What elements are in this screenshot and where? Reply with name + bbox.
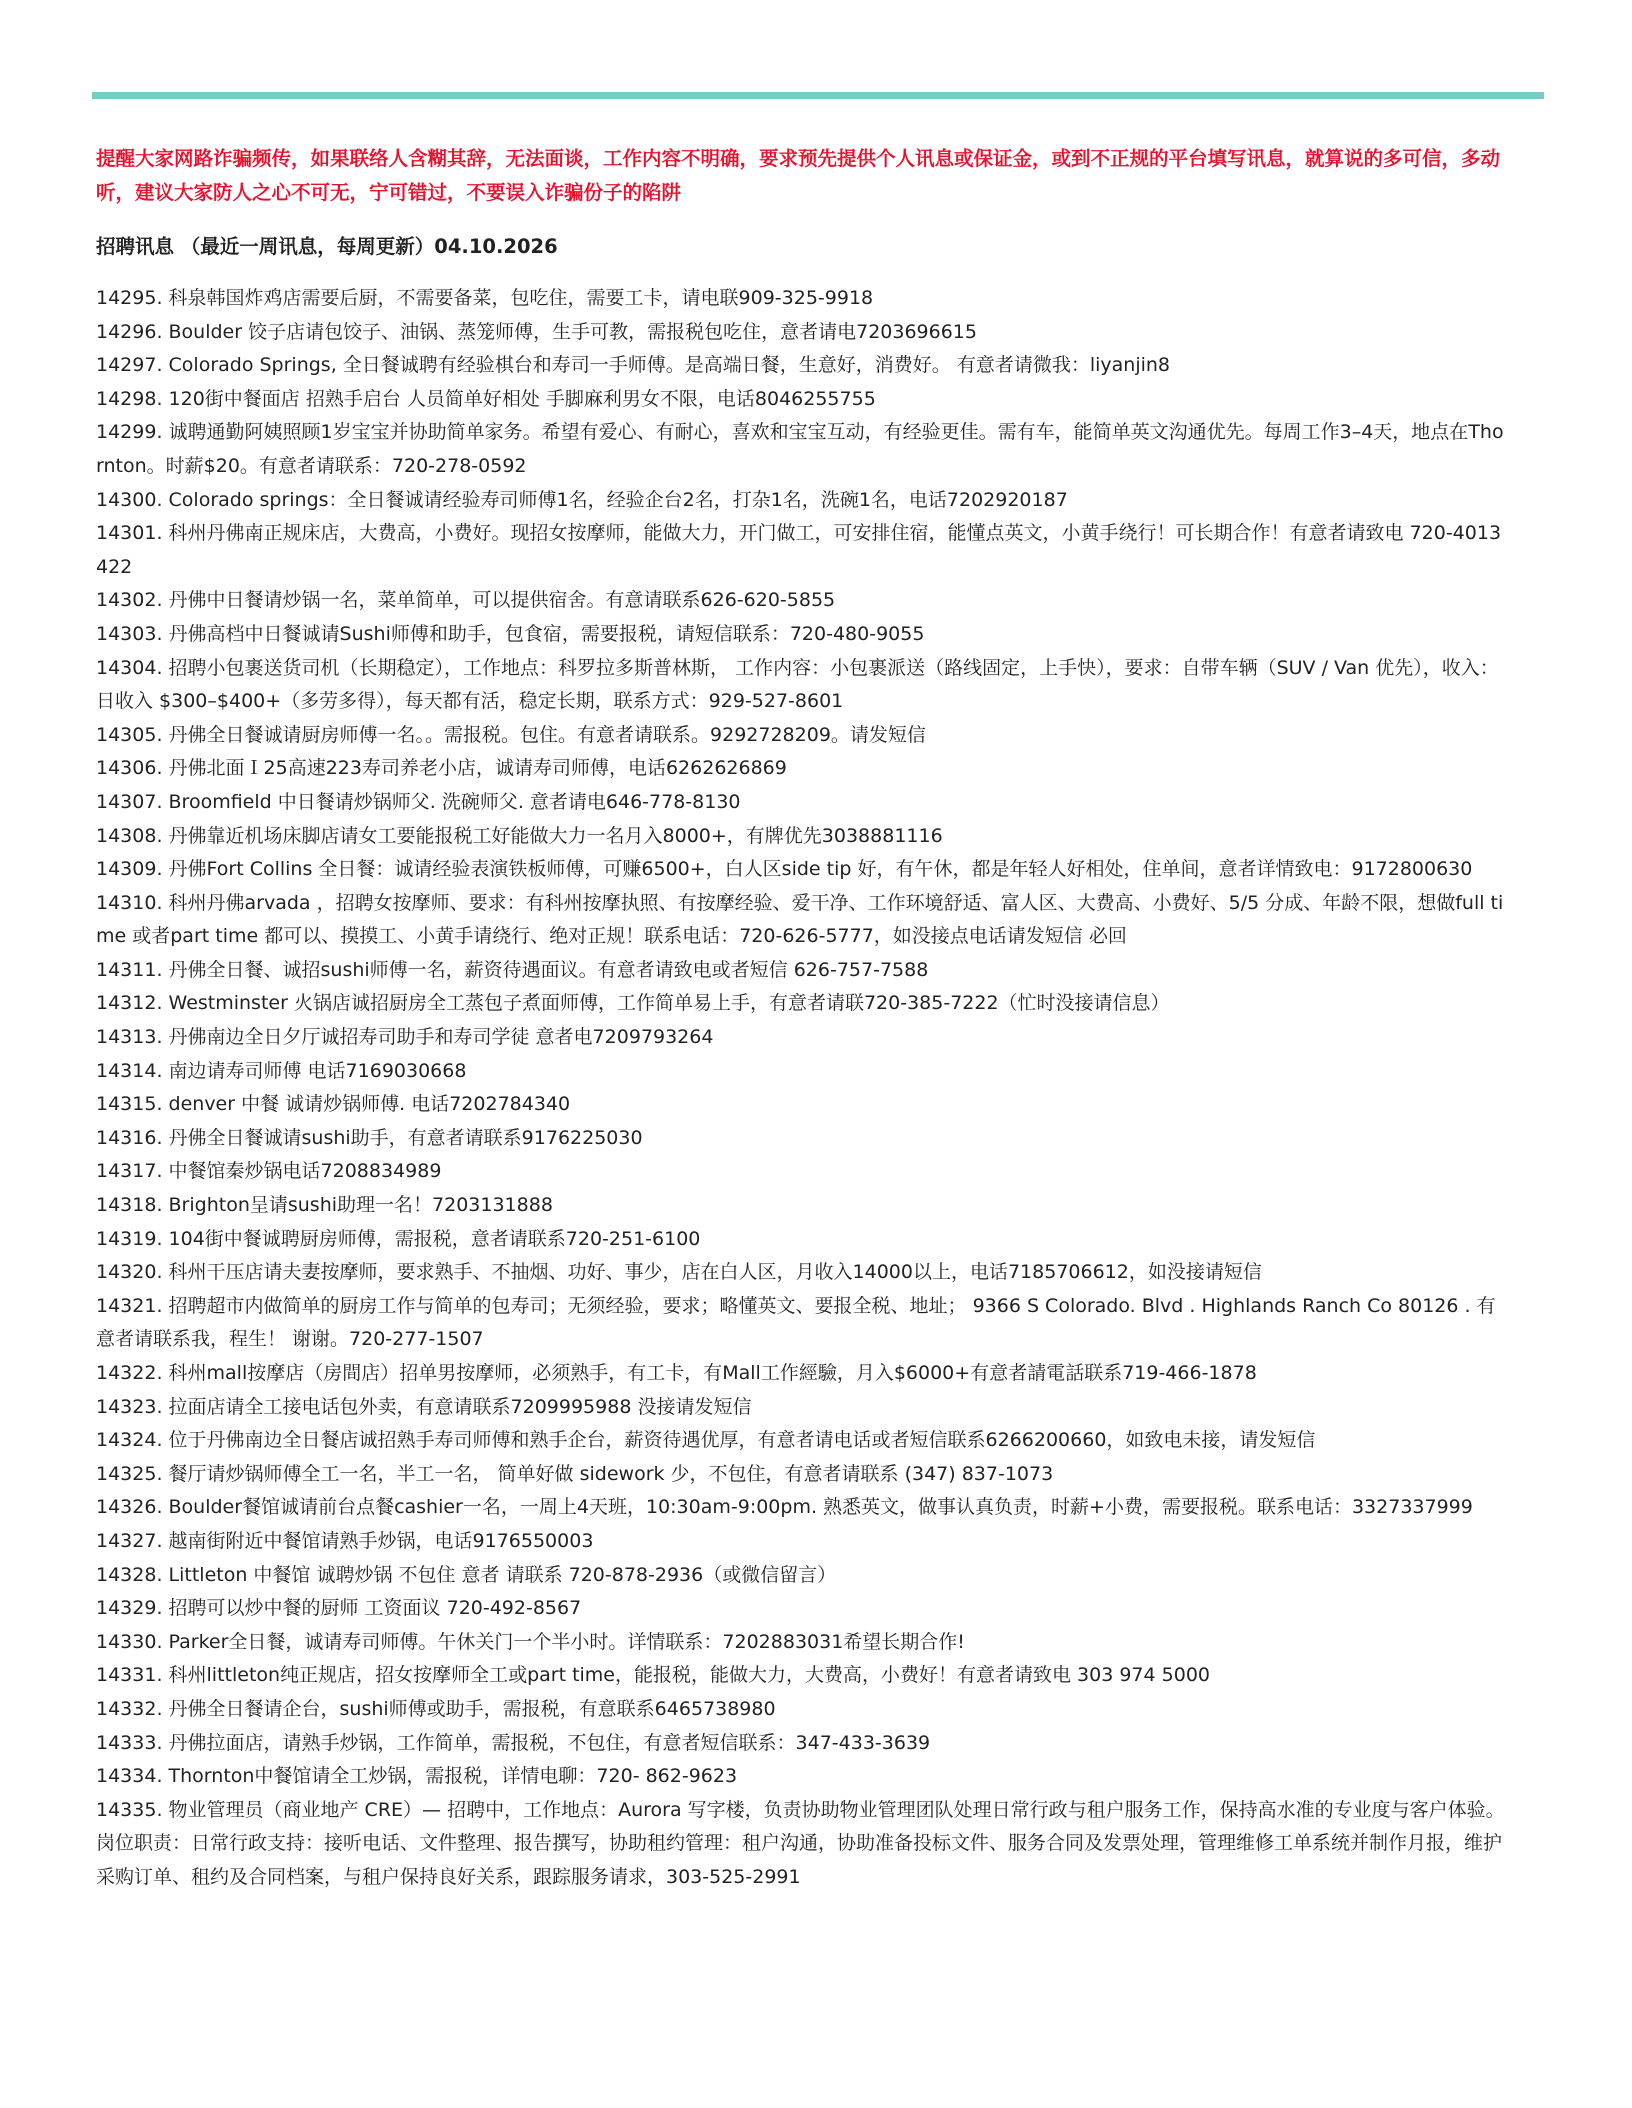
job-listing-item: 14333. 丹佛拉面店，请熟手炒锅，工作简单，需报税，不包住，有意者短信联系：347-433-3639 [96, 1731, 931, 1754]
job-listing-item: 14296. Boulder 饺子店请包饺子、油锅、蒸笼师傅，生手可教，需报税包吃住，意者请电7203696615 [96, 320, 977, 343]
job-listing-item: 14301. 科州丹佛南正规床店，大费高，小费好。现招女按摩师，能做大力，开门做工，可安排住宿，能懂点英文，小黄手绕行！可长期合作！有意者请致电 720-4013422 [96, 522, 1502, 578]
job-listing-item: 14315. denver 中餐 诚请炒锅师傅. 电话7202784340 [96, 1093, 571, 1116]
job-listing-item: 14324. 位于丹佛南边全日餐店诚招熟手寿司师傅和熟手企台，薪资待遇优厚，有意者请电话或者短信联系6266200660，如致电未接，请发短信 [96, 1429, 1316, 1452]
job-listing-item: 14297. Colorado Springs, 全日餐诚聘有经验棋台和寿司一手师傅。是高端日餐，生意好，消费好。 有意者请微我：liyanjin8 [96, 354, 1171, 377]
job-listing-item: 14304. 招聘小包裹送货司机（长期稳定），工作地点：科罗拉多斯普林斯， 工作内容：小包裹派送（路线固定，上手快），要求：自带车辆（SUV / Van 优先），收入：日收入 $300–$400+（多劳多得），每天都有活，稳定长期，联系方式：929-527-8601 [96, 656, 1499, 713]
job-listing-item: 14306. 丹佛北面Ｉ25高速223寿司养老小店，诚请寿司师傅，电话6262626869 [96, 757, 787, 780]
job-listing-item: 14303. 丹佛高档中日餐诚请Sushi师傅和助手，包食宿，需要报税，请短信联系：720-480-9055 [96, 622, 925, 645]
job-listing-item: 14331. 科州littleton纯正规店，招女按摩师全工或part time，能报税，能做大力，大费高，小费好！有意者请致电 303 974 5000 [96, 1664, 1210, 1687]
job-listing-item: 14326. Boulder餐馆诚请前台点餐cashier一名，一周上4天班，10:30am-9:00pm. 熟悉英文，做事认真负责，时薪+小费，需要报税。联系电话：3327337999 [96, 1496, 1473, 1519]
job-listing-item: 14332. 丹佛全日餐请企台，sushi师傅或助手，需报税，有意联系6465738980 [96, 1697, 776, 1720]
job-listings [96, 282, 1510, 1895]
job-listing-item: 14310. 科州丹佛arvada ，招聘女按摩师、要求：有科州按摩执照、有按摩经验、爱干净、工作环境舒适、富人区、大费高、小费好、5/5 分成、年龄不限，想做full time 或者part time 都可以、摸摸工、小黄手请绕行、绝对正规！联系电话：720-626-5777，如没接点电话请发短信 必回 [96, 891, 1504, 948]
scam-warning-notice: 提醒大家网路诈骗频传，如果联络人含糊其辞，无法面谈，工作内容不明确，要求预先提供个人讯息或保证金，或到不正规的平台填写讯息，就算说的多可信，多动听，建议大家防人之心不可无，宁可错过，不要误入诈骗份子的陷阱 [96, 147, 1501, 204]
job-listing-item: 14295. 科泉韩国炸鸡店需要后厨，不需要备菜，包吃住，需要工卡，请电联909-325-9918 [96, 287, 874, 309]
job-listing-item: 14302. 丹佛中日餐请炒锅一名，菜单简单，可以提供宿舍。有意请联系626-620-5855 [96, 589, 836, 612]
job-listing-item: 14305. 丹佛全日餐诚请厨房师傅一名。。需报税。包住。有意者请联系。9292728209。请发短信 [96, 723, 926, 746]
job-listing-item: 14328. Littleton 中餐馆 诚聘炒锅 不包住 意者 请联系 720-878-2936（或微信留言） [96, 1563, 837, 1586]
job-listing-item: 14322. 科州mall按摩店（房間店）招单男按摩师，必须熟手，有工卡，有Mall工作經驗，月入$6000+有意者請電話联系719-466-1878 [96, 1362, 1257, 1384]
job-listing-item: 14308. 丹佛靠近机场床脚店请女工要能报税工好能做大力一名月入8000+，有牌优先3038881116 [96, 824, 943, 847]
job-listing-item: 14311. 丹佛全日餐、诚招sushi师傅一名，薪资待遇面议。有意者请致电或者短信 626-757-7588 [96, 958, 929, 981]
job-listing-item: 14327. 越南街附近中餐馆请熟手炒锅，电话9176550003 [96, 1529, 594, 1552]
job-listing-item: 14329. 招聘可以炒中餐的厨师 工资面议 720-492-8567 [96, 1597, 582, 1620]
job-listing-item: 14335. 物业管理员（商业地产 CRE）— 招聘中，工作地点：Aurora 写字楼，负责协助物业管理团队处理日常行政与租户服务工作，保持高水准的专业度与客户体验。岗位职责：日常行政支持：接听电话、文件整理、报告撰写，协助租约管理：租户沟通，协助准备投标文件、服务合同及发票处理，管理维修工单系统并制作月报，维护采购订单、租约及合同档案，与租户保持良好关系，跟踪服务请求，303-525-2991 [96, 1798, 1505, 1888]
job-listing-item: 14334. Thornton中餐馆请全工炒锅，需报税，详情电聊：720- 862-9623 [96, 1765, 738, 1788]
listings-heading: 招聘讯息 （最近一周讯息，每周更新）04.10.2026 [96, 235, 558, 258]
job-listing-item: 14298. 120街中餐面店 招熟手启台 人员简单好相处 手脚麻利男女不限，电话8046255755 [96, 387, 876, 410]
job-listing-item: 14316. 丹佛全日餐诚请sushi助手，有意者请联系9176225030 [96, 1126, 643, 1149]
job-listing-item: 14309. 丹佛Fort Collins 全日餐：诚请经验表演铁板师傅，可赚6500+，白人区side tip 好，有午休，都是年轻人好相处，住单间，意者详情致电：9172800630 [96, 858, 1473, 881]
job-listing-item: 14307. Broomfield 中日餐请炒锅师父. 洗碗师父. 意者请电646-778-8130 [96, 790, 741, 813]
job-listing-item: 14313. 丹佛南边全日夕厅诚招寿司助手和寿司学徒 意者电7209793264 [96, 1026, 714, 1049]
job-listing-item: 14318. Brighton呈请sushi助理一名！7203131888 [96, 1194, 553, 1217]
job-listing-item: 14320. 科州干压店请夫妻按摩师，要求熟手、不抽烟、功好、事少，店在白人区，月收入14000以上，电话7185706612，如没接请短信 [96, 1261, 1262, 1284]
job-listing-item: 14321. 招聘超市内做简单的厨房工作与简单的包寿司；无须经验，要求；略懂英文、要报全税、地址； 9366 S Colorado. Blvd . Highlands Ranch Co 80126 . 有意者请联系我，程生！ 谢谢。720-277-1507 [96, 1294, 1496, 1351]
job-listing-item: 14312. Westminster 火锅店诚招厨房全工蒸包子煮面师傅，工作简单易上手，有意者请联720-385-7222（忙时没接请信息） [96, 992, 1170, 1015]
job-listing-item: 14330. Parker全日餐，诚请寿司师傅。午休关门一个半小时。详情联系：7202883031希望长期合作! [96, 1630, 965, 1653]
page-content [96, 142, 1510, 1895]
job-listing-item: 14314. 南边请寿司师傅 电话7169030668 [96, 1059, 467, 1082]
job-listing-item: 14319. 104街中餐诚聘厨房师傅，需报税，意者请联系720-251-6100 [96, 1227, 701, 1250]
top-accent-rule [92, 92, 1544, 99]
job-listing-item: 14323. 拉面店请全工接电话包外卖，有意请联系7209995988 没接请发短信 [96, 1395, 752, 1418]
job-listing-item: 14299. 诚聘通勤阿姨照顾1岁宝宝并协助简单家务。希望有爱心、有耐心，喜欢和宝宝互动，有经验更佳。需有车，能简单英文沟通优先。每周工作3–4天，地点在Thornton。时薪$20。有意者请联系：720-278-0592 [96, 421, 1504, 477]
job-listing-item: 14317. 中餐馆秦炒锅电话7208834989 [96, 1160, 442, 1183]
job-listing-item: 14300. Colorado springs：全日餐诚请经验寿司师傅1名，经验企台2名，打杂1名，洗碗1名，电话7202920187 [96, 488, 1068, 511]
job-listing-item: 14325. 餐厅请炒锅师傅全工一名，半工一名， 简单好做 sidework 少，不包住，有意者请联系 (347) 837-1073 [96, 1462, 1054, 1485]
